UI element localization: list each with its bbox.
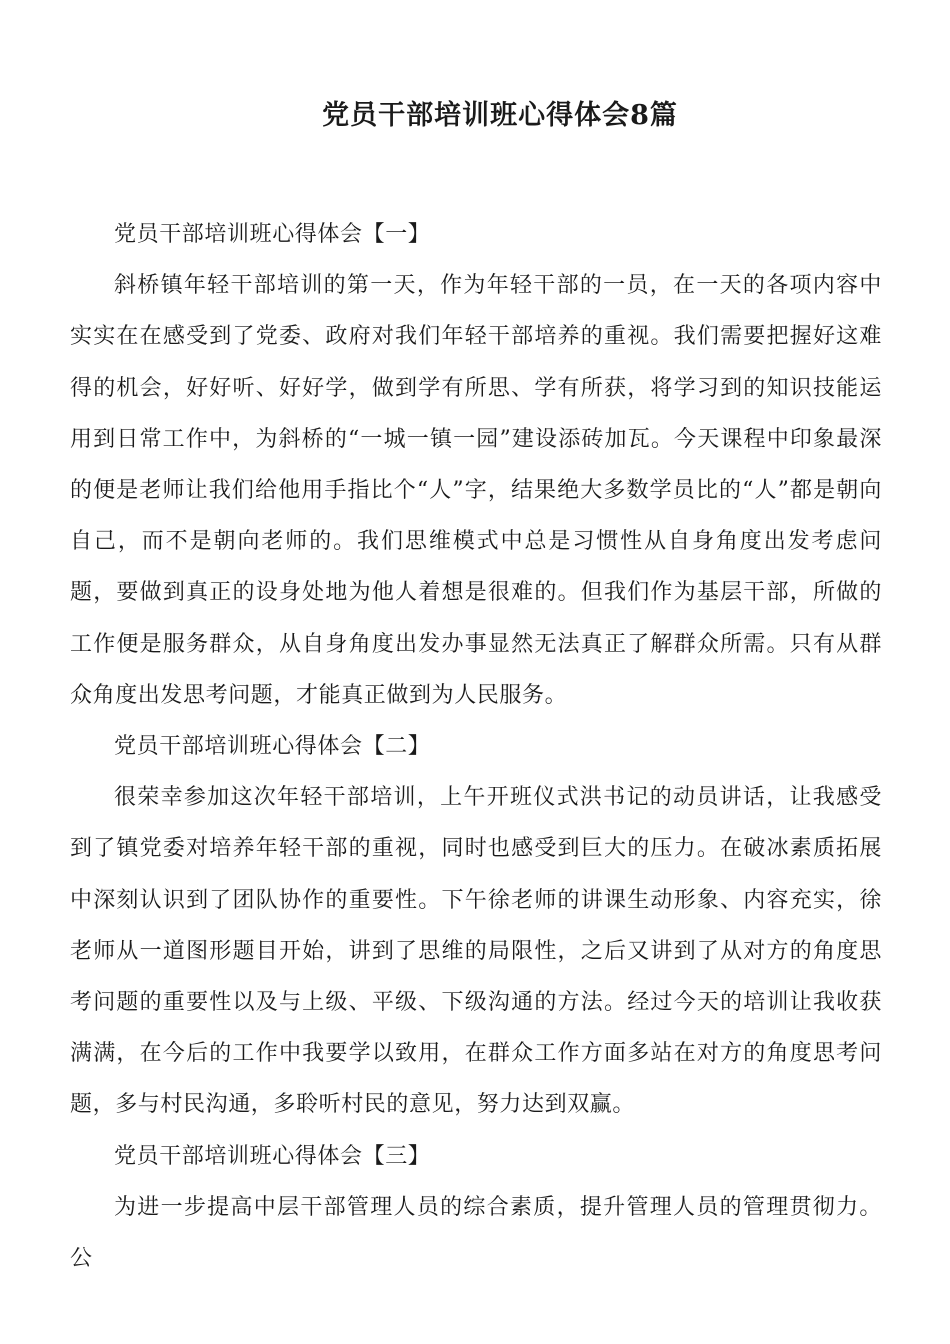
section-heading-3: 党员干部培训班心得体会【三】 <box>114 1143 431 1169</box>
document-body <box>70 209 882 1284</box>
section-paragraph-1: 斜桥镇年轻干部培训的第一天，作为年轻干部的一员，在一天的各项内容中实实在在感受到了党委、政府对我们年轻干部培养的重视。我们需要把握好这难得的机会，好好听、好好学，做到学有所思、学有所获，将学习到的知识技能运用到日常工作中，为斜桥的“一城一镇一园”建设添砖加瓦。今天课程中印象最深的便是老师让我们给他用手指比个“人”字，结果绝大多数学员比的“人”都是朝向自己，而不是朝向老师的。我们思维模式中总是习惯性从自身角度出发考虑问题，要做到真正的设身处地为他人着想是很难的。但我们作为基层干部，所做的工作便是服务群众，从自身角度出发办事显然无法真正了解群众所需。只有从群众角度出发思考问题，才能真正做到为人民服务。 <box>70 273 882 708</box>
section-paragraph-3: 为进一步提高中层干部管理人员的综合素质，提升管理人员的管理贯彻力。公 <box>70 1194 882 1272</box>
document-title: 党员干部培训班心得体会8篇 <box>322 100 678 131</box>
section-heading-2: 党员干部培训班心得体会【二】 <box>114 734 431 760</box>
section-paragraph-2: 很荣幸参加这次年轻干部培训，上午开班仪式洪书记的动员讲话，让我感受到了镇党委对培养年轻干部的重视，同时也感受到巨大的压力。在破冰素质拓展中深刻认识到了团队协作的重要性。下午徐老师的讲课生动形象、内容充实，徐老师从一道图形题目开始，讲到了思维的局限性，之后又讲到了从对方的角度思考问题的重要性以及与上级、平级、下级沟通的方法。经过今天的培训让我收获满满，在今后的工作中我要学以致用，在群众工作方面多站在对方的角度思考问题，多与村民沟通，多聆听村民的意见，努力达到双赢。 <box>70 785 882 1118</box>
section-heading-1: 党员干部培训班心得体会【一】 <box>114 222 431 247</box>
